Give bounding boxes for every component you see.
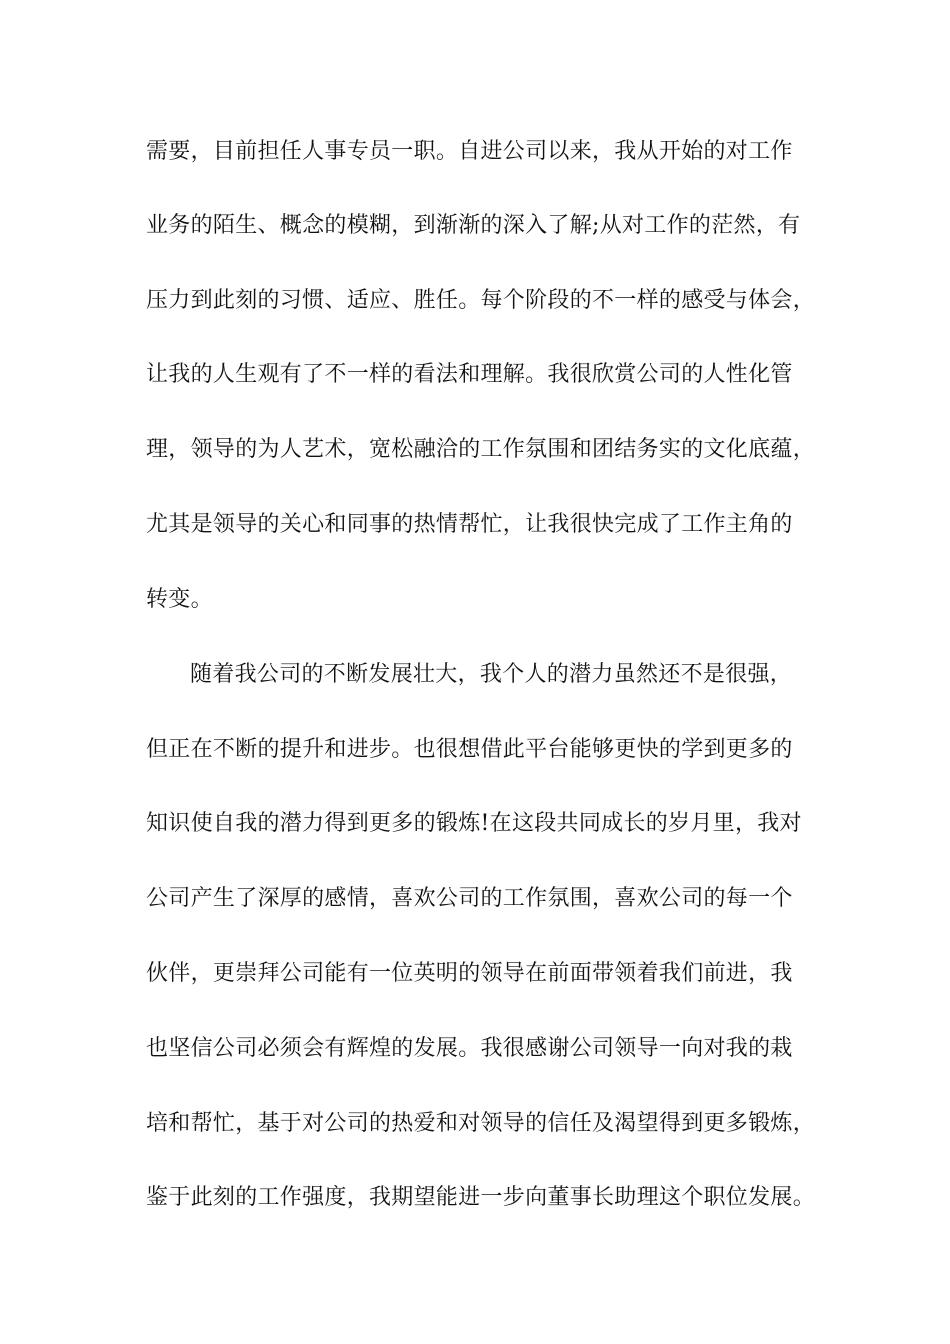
paragraph-line: 但正在不断的提升和进步。也很想借此平台能够更快的学到更多的 xyxy=(146,737,793,762)
paragraph-line: 知识使自我的潜力得到更多的锻炼!在这段共同成长的岁月里，我对 xyxy=(146,811,802,836)
paragraph-line: 压力到此刻的习惯、适应、胜任。每个阶段的不一样的感受与体会， xyxy=(146,288,816,313)
paragraph-line: 随着我公司的不断发展壮大，我个人的潜力虽然还不是很强， xyxy=(190,662,793,687)
paragraph-line: 理，领导的为人艺术，宽松融洽的工作氛围和团结务实的文化底蕴， xyxy=(146,437,816,462)
paragraph-line: 转变。 xyxy=(146,587,213,612)
paragraph-line: 鉴于此刻的工作强度，我期望能进一步向董事长助理这个职位发展。 xyxy=(146,1185,816,1210)
paragraph-line: 也坚信公司必须会有辉煌的发展。我很感谢公司领导一向对我的栽 xyxy=(146,1036,793,1061)
paragraph-line: 伙伴，更崇拜公司能有一位英明的领导在前面带领着我们前进，我 xyxy=(146,961,793,986)
paragraph-line: 需要，目前担任人事专员一职。自进公司以来，我从开始的对工作 xyxy=(146,139,793,164)
paragraph-line: 让我的人生观有了不一样的看法和理解。我很欣赏公司的人性化管 xyxy=(146,362,793,387)
paragraph-line: 业务的陌生、概念的模糊，到渐渐的深入了解;从对工作的茫然，有 xyxy=(146,213,801,238)
paragraph-line: 公司产生了深厚的感情，喜欢公司的工作氛围，喜欢公司的每一个 xyxy=(146,886,793,911)
paragraph-line: 培和帮忙，基于对公司的热爱和对领导的信任及渴望得到更多锻炼， xyxy=(146,1111,816,1136)
paragraph-line: 尤其是领导的关心和同事的热情帮忙，让我很快完成了工作主角的 xyxy=(146,512,793,537)
